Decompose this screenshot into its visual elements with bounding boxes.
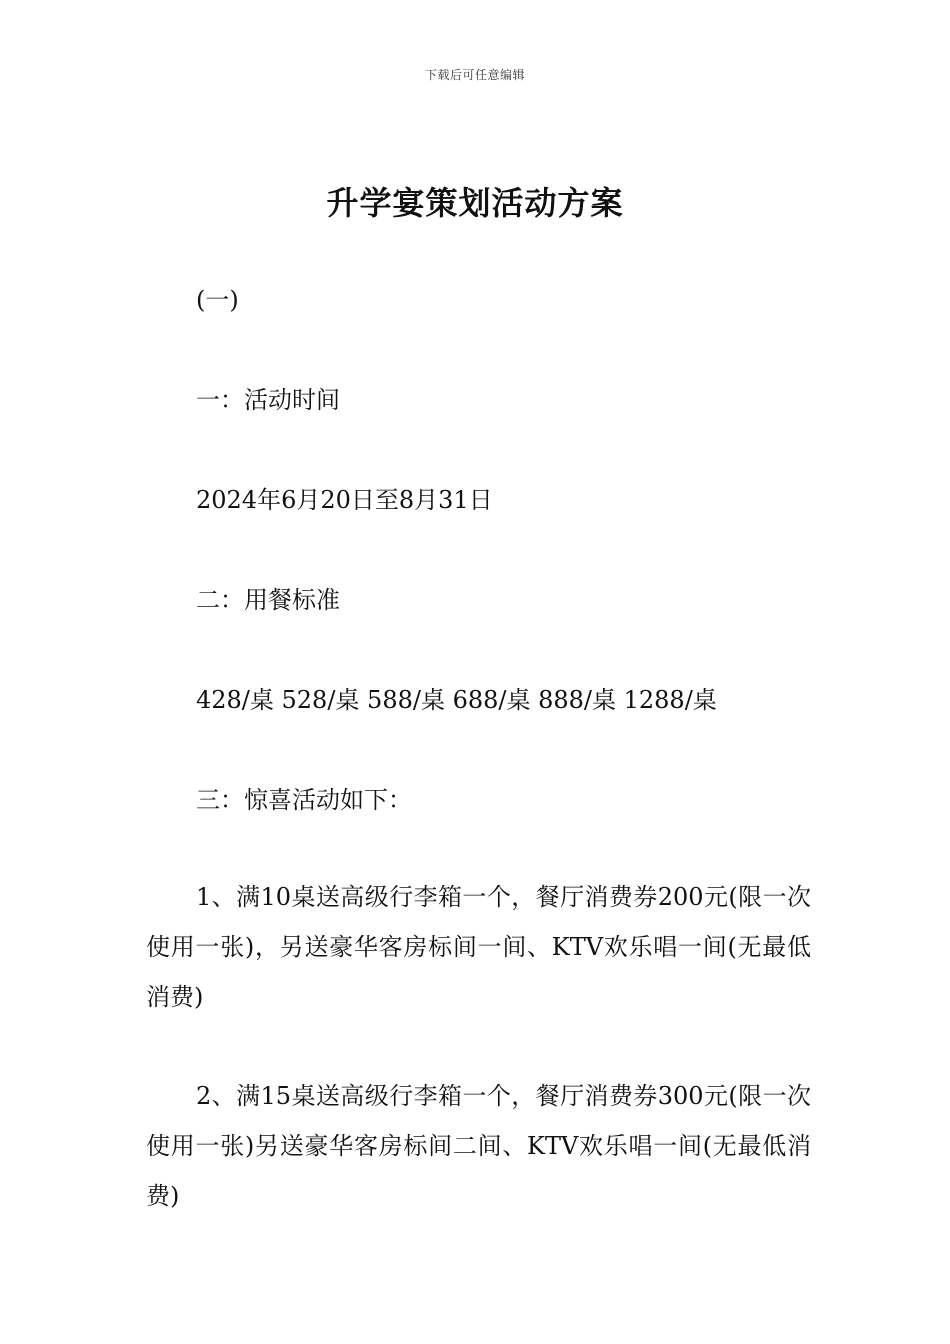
section-heading-time: 一：活动时间 — [196, 386, 340, 414]
dining-prices: 428/桌 528/桌 588/桌 688/桌 888/桌 1288/桌 — [196, 686, 717, 714]
offer-paragraph-1: 1、满10桌送高级行李箱一个，餐厅消费券200元(限一次使用一张)，另送豪华客房标间一间、KTV欢乐唱一间(无最低消费) — [146, 883, 811, 1011]
section-heading-dining: 二：用餐标准 — [196, 586, 340, 614]
document-title: 升学宴策划活动方案 — [326, 184, 624, 222]
section-heading-offers: 三：惊喜活动如下： — [196, 786, 412, 814]
header-note: 下载后可任意编辑 — [424, 68, 525, 82]
section-marker: (一) — [196, 286, 239, 314]
offer-paragraph-2: 2、满15桌送高级行李箱一个，餐厅消费券300元(限一次使用一张)另送豪华客房标间二间、KTV欢乐唱一间(无最低消费) — [146, 1082, 811, 1210]
event-dates: 2024年6月20日至8月31日 — [196, 486, 493, 514]
